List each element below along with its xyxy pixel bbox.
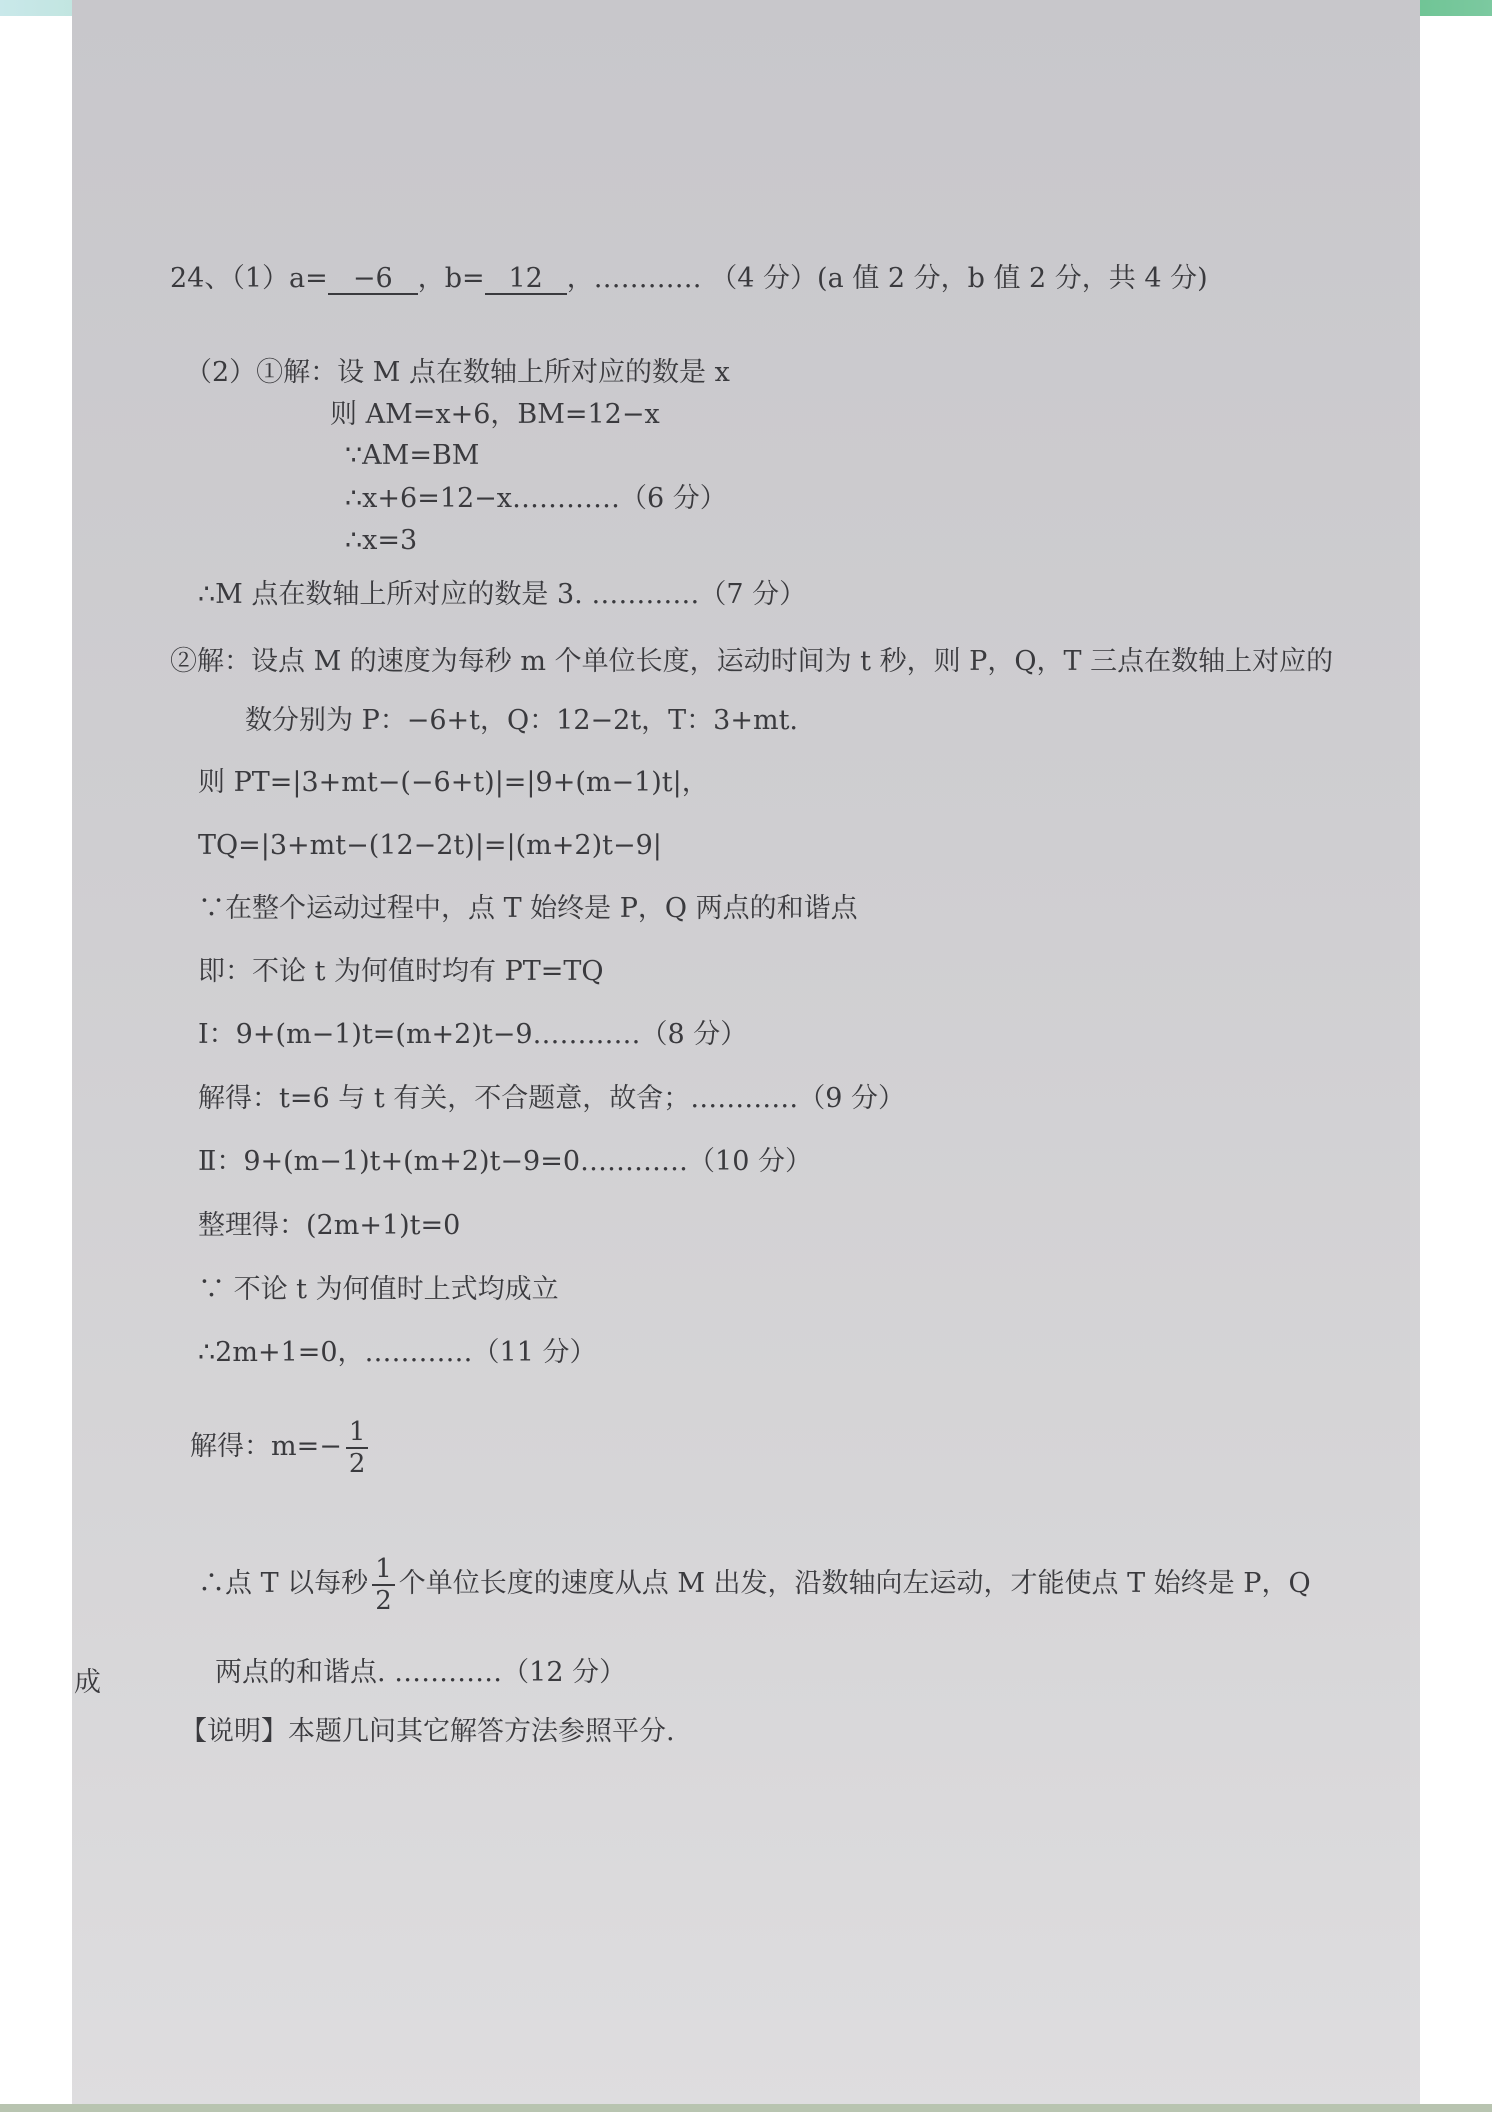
part1-mid: ，b= bbox=[417, 263, 485, 294]
part2-line-1: （2）①解：设 M 点在数轴上所对应的数是 x bbox=[185, 357, 730, 388]
b-answer: 12 bbox=[485, 265, 567, 295]
part2-line-4: ∴x+6=12−x…………（6 分） bbox=[345, 483, 727, 514]
part3-line-12: ∴2m+1=0，…………（11 分） bbox=[198, 1337, 597, 1368]
part2-line-3: ∵AM=BM bbox=[345, 440, 480, 471]
speed-fraction bbox=[372, 1554, 395, 1616]
part2-line-2: 则 AM=x+6，BM=12−x bbox=[330, 399, 660, 430]
speed-fraction-denominator: 2 bbox=[375, 1585, 392, 1616]
part3-line-1: ②解：设点 M 的速度为每秒 m 个单位长度，运动时间为 t 秒，则 P，Q，T 三点在数轴上对应的 bbox=[170, 646, 1334, 677]
part3-line-10: 整理得：(2m+1)t=0 bbox=[198, 1210, 461, 1241]
grading-note: 【说明】本题几问其它解答方法参照平分. bbox=[180, 1716, 675, 1747]
part1-line bbox=[170, 262, 1208, 296]
part3-line-7: Ⅰ：9+(m−1)t=(m+2)t−9…………（8 分） bbox=[198, 1019, 748, 1050]
fraction-one-half bbox=[346, 1417, 369, 1479]
part1-prefix: 24、（1）a= bbox=[170, 263, 328, 294]
a-answer: −6 bbox=[328, 265, 418, 295]
part3-line-9: Ⅱ：9+(m−1)t+(m+2)t−9=0…………（10 分） bbox=[198, 1146, 812, 1177]
part3-line-2: 数分别为 P：−6+t，Q：12−2t，T：3+mt. bbox=[245, 705, 799, 736]
part3-line-6: 即：不论 t 为何值时均有 PT=TQ bbox=[198, 956, 604, 987]
part3-line-11: ∵ 不论 t 为何值时上式均成立 bbox=[198, 1274, 559, 1305]
part3-line-8: 解得：t=6 与 t 有关，不合题意，故舍；…………（9 分） bbox=[198, 1083, 906, 1114]
conclusion-suffix: 个单位长度的速度从点 M 出发，沿数轴向左运动，才能使点 T 始终是 P，Q bbox=[398, 1568, 1311, 1599]
speed-fraction-numerator: 1 bbox=[372, 1554, 395, 1586]
conclusion-line-2: 两点的和谐点. …………（12 分） bbox=[215, 1657, 627, 1688]
solve-m-line bbox=[190, 1415, 372, 1479]
fraction-numerator: 1 bbox=[346, 1417, 369, 1449]
part3-line-5: ∵在整个运动过程中，点 T 始终是 P，Q 两点的和谐点 bbox=[198, 893, 858, 924]
conclusion-line bbox=[198, 1552, 1311, 1616]
part2-conclusion: ∴M 点在数轴上所对应的数是 3. …………（7 分） bbox=[198, 579, 807, 610]
bottom-band bbox=[0, 2104, 1492, 2112]
margin-character: 成 bbox=[74, 1667, 101, 1698]
fraction-denominator: 2 bbox=[348, 1448, 366, 1479]
part3-line-3: 则 PT=|3+mt−(−6+t)|=|9+(m−1)t|， bbox=[198, 767, 709, 798]
part1-suffix: ，………… （4 分）(a 值 2 分，b 值 2 分，共 4 分) bbox=[566, 263, 1208, 294]
answer-sheet bbox=[72, 0, 1420, 2112]
conclusion-prefix: ∴点 T 以每秒 bbox=[198, 1568, 369, 1599]
solve-m-prefix: 解得：m=− bbox=[190, 1431, 342, 1462]
part3-line-4: TQ=|3+mt−(12−2t)|=|(m+2)t−9| bbox=[198, 830, 662, 861]
part2-line-5: ∴x=3 bbox=[345, 525, 418, 556]
